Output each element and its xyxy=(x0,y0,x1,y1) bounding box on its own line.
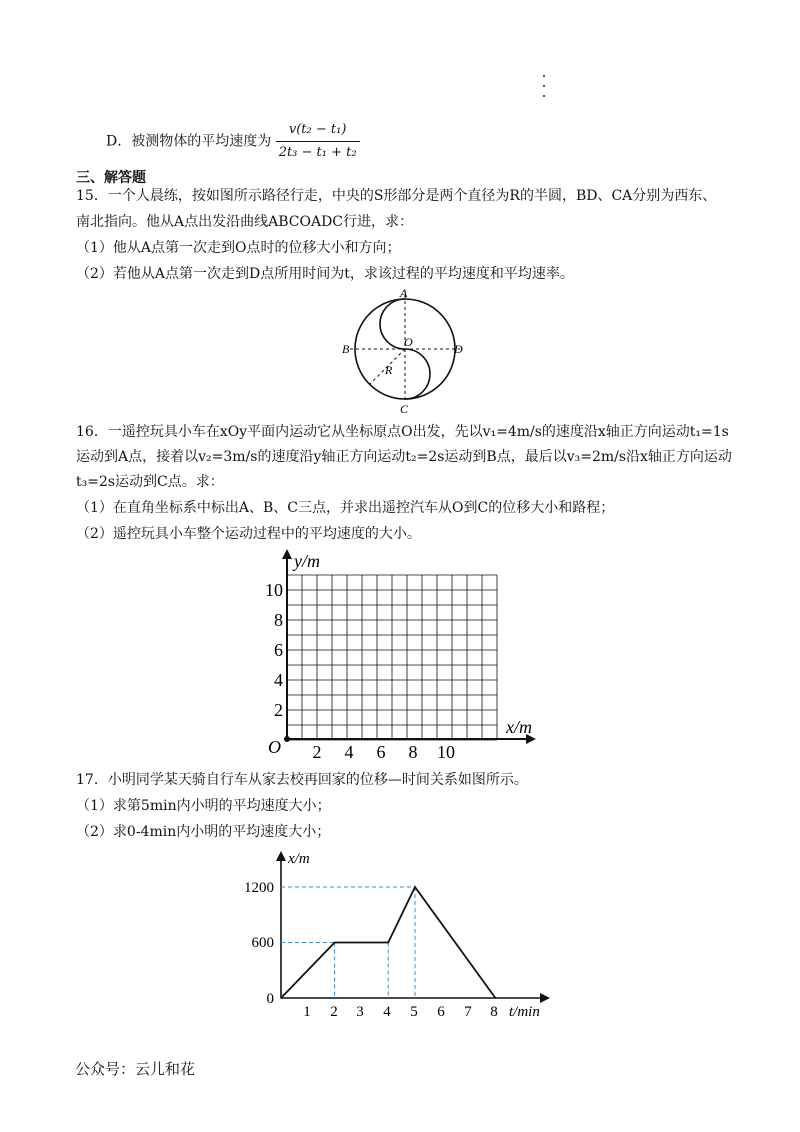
fraction-numerator: v(t₂ − t₁) xyxy=(276,120,360,142)
chart-point xyxy=(334,942,336,944)
chart-x-tick: 7 xyxy=(464,1004,472,1020)
y-tick: 10 xyxy=(265,580,283,600)
grid-y-label: y/m xyxy=(294,551,320,571)
chart-x-label: t/min xyxy=(509,1004,540,1020)
margin-dots xyxy=(543,75,545,105)
chart-x-tick: 3 xyxy=(356,1004,364,1020)
q16-sub2: （2）遥控玩具小车整个运动过程中的平均速度的大小。 xyxy=(76,526,421,542)
x-tick: 8 xyxy=(408,742,418,762)
chart-x-tick: 1 xyxy=(303,1004,311,1020)
q16-coordinate-grid xyxy=(250,545,550,765)
grid-origin-label: O xyxy=(268,737,281,757)
chart-point xyxy=(495,997,497,999)
fraction-denominator: 2t₃ − t₁ + t₂ xyxy=(278,145,357,160)
chart-x-tick: 5 xyxy=(410,1004,418,1020)
q15-path-figure xyxy=(330,285,480,415)
q15-line1: 15．一个人晨练，按如图所示路径行走，中央的S形部分是两个直径为R的半圆，BD、CA分别为西东、 xyxy=(76,188,717,204)
chart-y-tick-0: 0 xyxy=(266,991,274,1007)
label-b: B xyxy=(342,342,350,356)
q15-sub2: （2）若他从A点第一次走到D点所用时间为t，求该过程的平均速度和平均速率。 xyxy=(76,266,574,282)
chart-y-arrow xyxy=(276,851,286,861)
chart-x-tick: 2 xyxy=(330,1004,338,1020)
chart-y-tick-1200: 1200 xyxy=(244,880,274,896)
q17-sub1: （1）求第5min内小明的平均速度大小； xyxy=(76,798,331,814)
x-tick: 2 xyxy=(312,742,322,762)
chart-point xyxy=(387,942,389,944)
q16-line2: 运动到A点，接着以v₂=3m/s的速度沿y轴正方向运动t₂=2s运动到B点，最后以v₃=2m/s沿x轴正方向运动 xyxy=(76,449,732,465)
label-c: C xyxy=(400,402,409,415)
y-tick: 4 xyxy=(274,670,283,690)
label-d: D xyxy=(454,342,463,356)
option-d xyxy=(106,120,360,163)
chart-point xyxy=(280,997,282,999)
x-tick: 6 xyxy=(376,742,386,762)
q15-line2: 南北指向。他从A点出发沿曲线ABCOADC行进，求： xyxy=(76,214,414,230)
chart-x-tick: 8 xyxy=(490,1004,498,1020)
origin-dot xyxy=(284,736,290,742)
chart-point xyxy=(414,886,416,888)
q15-sub1: （1）他从A点第一次走到O点时的位移大小和方向； xyxy=(76,240,401,256)
y-tick: 8 xyxy=(274,610,283,630)
q16-line3: t₃=2s运动到C点。求： xyxy=(76,474,224,490)
chart-y-label: x/m xyxy=(288,851,310,867)
label-a: A xyxy=(400,286,408,300)
grid-lines xyxy=(287,575,497,740)
chart-x-arrow xyxy=(540,993,550,1003)
y-axis-arrow xyxy=(282,549,292,559)
footer-text: 公众号：云儿和花 xyxy=(75,1060,196,1078)
option-d-prefix: D．被测物体的平均速度为 xyxy=(106,133,272,150)
q16-sub1: （1）在直角坐标系中标出A、B、C三点，并求出遥控汽车从O到C的位移大小和路程； xyxy=(76,500,615,516)
label-r: R xyxy=(385,363,393,377)
q16-line1: 16．一遥控玩具小车在xOy平面内运动它从坐标原点O出发，先以v₁=4m/s的速度沿x轴正方向运动t₁=1s xyxy=(76,424,729,440)
y-tick: 2 xyxy=(274,700,283,720)
section-title: 三、解答题 xyxy=(76,170,146,186)
label-o: O xyxy=(404,335,413,349)
q17-line1: 17．小明同学某天骑自行车从家去校再回家的位移—时间关系如图所示。 xyxy=(76,772,528,788)
grid-x-label: x/m xyxy=(506,717,532,737)
chart-x-tick: 4 xyxy=(383,1004,391,1020)
q17-xt-chart xyxy=(230,845,560,1030)
q17-sub2: （2）求0-4min内小明的平均速度大小； xyxy=(76,824,331,840)
chart-x-tick: 6 xyxy=(437,1004,445,1020)
x-tick: 10 xyxy=(437,742,455,762)
option-d-fraction xyxy=(276,120,360,163)
x-tick: 4 xyxy=(344,742,354,762)
y-tick: 6 xyxy=(274,640,283,660)
chart-y-tick-600: 600 xyxy=(251,935,274,951)
